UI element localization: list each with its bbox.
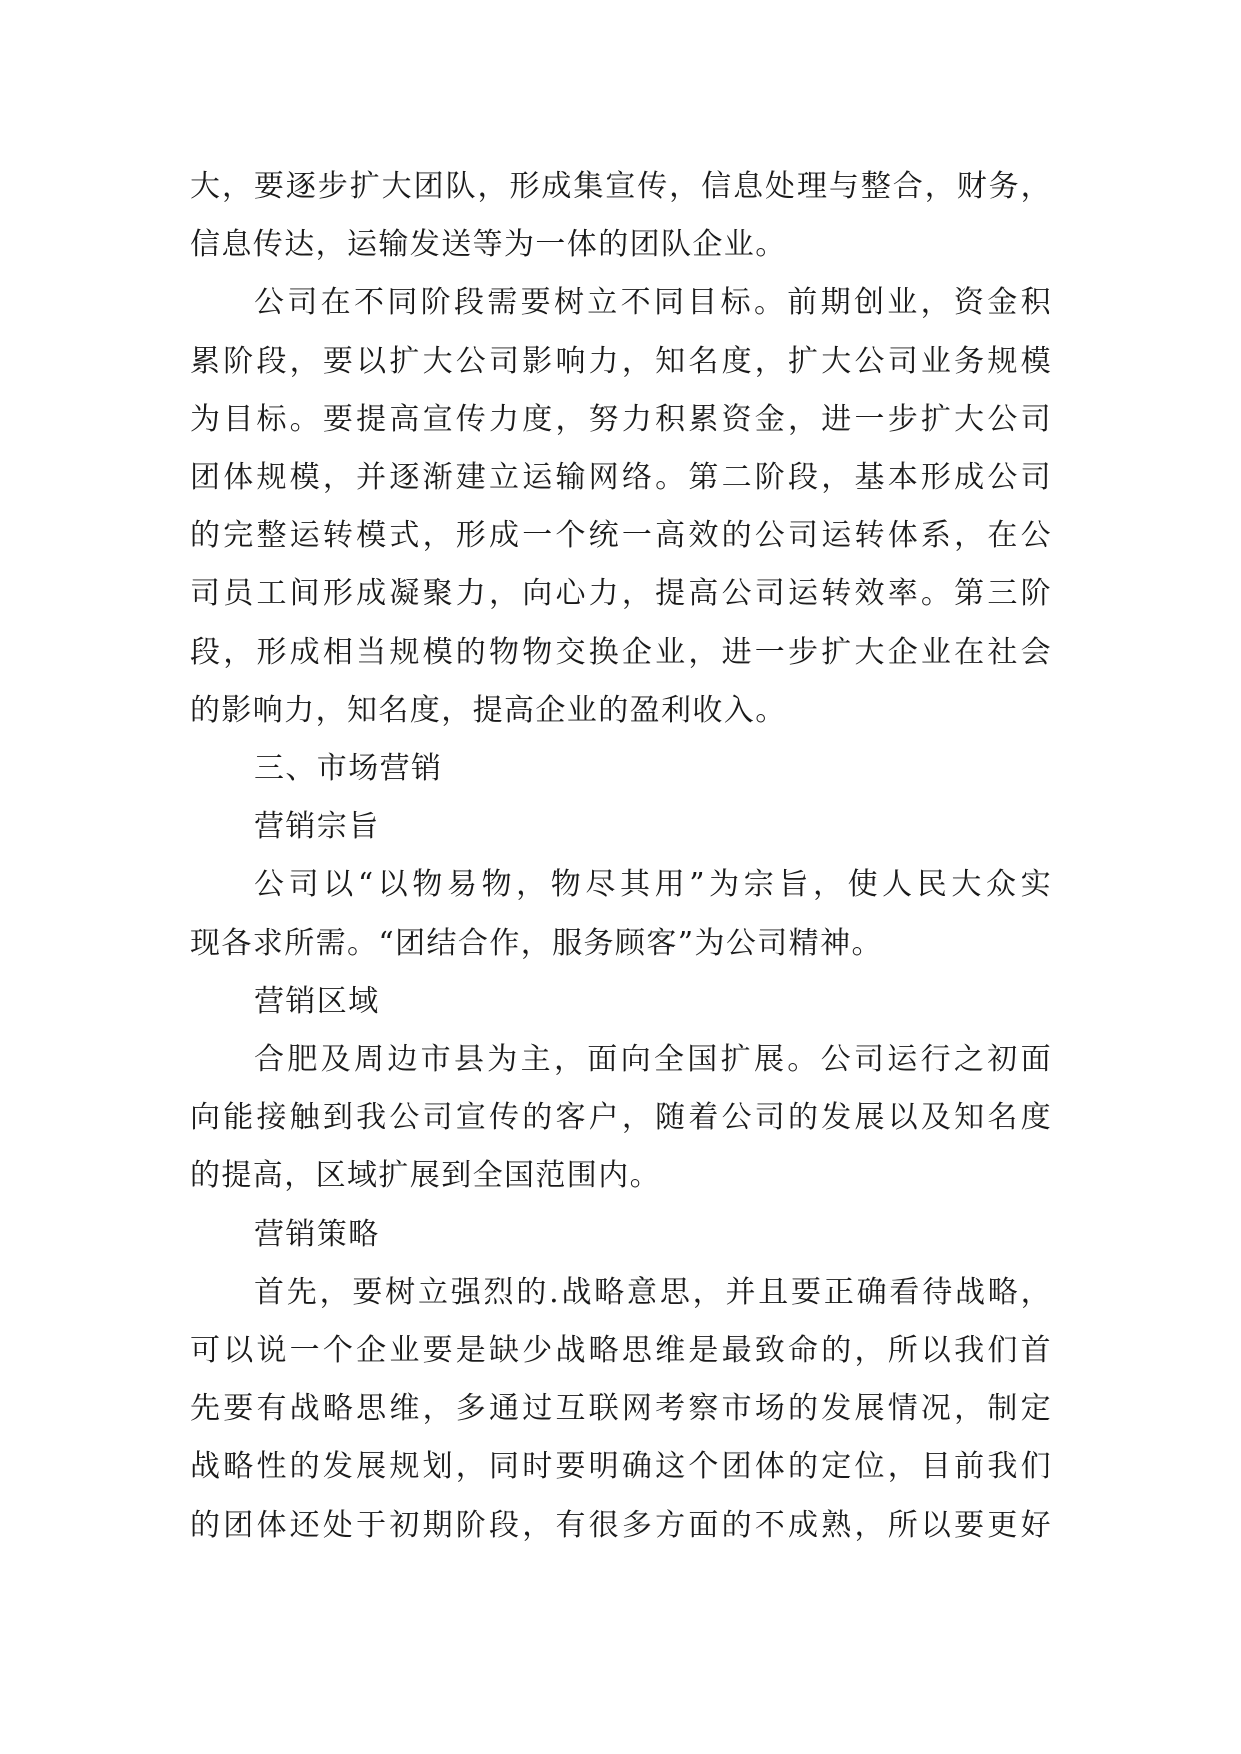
body-text — [190, 158, 1052, 1555]
text-line: 三、市场营销 — [254, 751, 443, 787]
text-line: 的影响力，知名度，提高企业的盈利收入。 — [190, 692, 787, 728]
text-line: 营销策略 — [254, 1216, 380, 1252]
text-line: 向能接触到我公司宣传的客户，随着公司的发展以及知名度 — [190, 1100, 1052, 1136]
text-line: 团体规模，并逐渐建立运输网络。第二阶段，基本形成公司 — [190, 460, 1052, 496]
text-line: 的提高，区域扩展到全国范围内。 — [190, 1158, 661, 1194]
text-line: 段，形成相当规模的物物交换企业，进一步扩大企业在社会 — [190, 634, 1052, 670]
text-line: 为目标。要提高宣传力度，努力积累资金，进一步扩大公司 — [190, 401, 1052, 437]
text-line: 可以说一个企业要是缺少战略思维是最致命的，所以我们首 — [190, 1333, 1052, 1369]
text-line: 营销宗旨 — [254, 809, 380, 845]
text-line: 营销区域 — [254, 983, 380, 1019]
text-line: 首先，要树立强烈的.战略意思，并且要正确看待战略， — [254, 1274, 1052, 1310]
text-line: 累阶段，要以扩大公司影响力，知名度，扩大公司业务规模 — [190, 343, 1052, 379]
text-line: 战略性的发展规划，同时要明确这个团体的定位，目前我们 — [190, 1449, 1052, 1485]
text-line: 大，要逐步扩大团队，形成集宣传，信息处理与整合，财务， — [190, 169, 1052, 204]
text-line: 的团体还处于初期阶段，有很多方面的不成熟，所以要更好 — [190, 1507, 1052, 1543]
text-line: 司员工间形成凝聚力，向心力，提高公司运转效率。第三阶 — [190, 576, 1052, 612]
text-line: 公司在不同阶段需要树立不同目标。前期创业，资金积 — [254, 285, 1052, 321]
text-line: 先要有战略思维，多通过互联网考察市场的发展情况，制定 — [190, 1391, 1052, 1427]
text-line: 合肥及周边市县为主，面向全国扩展。公司运行之初面 — [254, 1042, 1052, 1078]
text-line: 公司以“以物易物，物尽其用”为宗旨，使人民大众实 — [254, 867, 1052, 903]
text-line: 的完整运转模式，形成一个统一高效的公司运转体系，在公 — [190, 518, 1052, 554]
text-line: 现各求所需。“团结合作，服务顾客”为公司精神。 — [190, 925, 883, 961]
text-line: 信息传达，运输发送等为一体的团队企业。 — [190, 227, 787, 263]
